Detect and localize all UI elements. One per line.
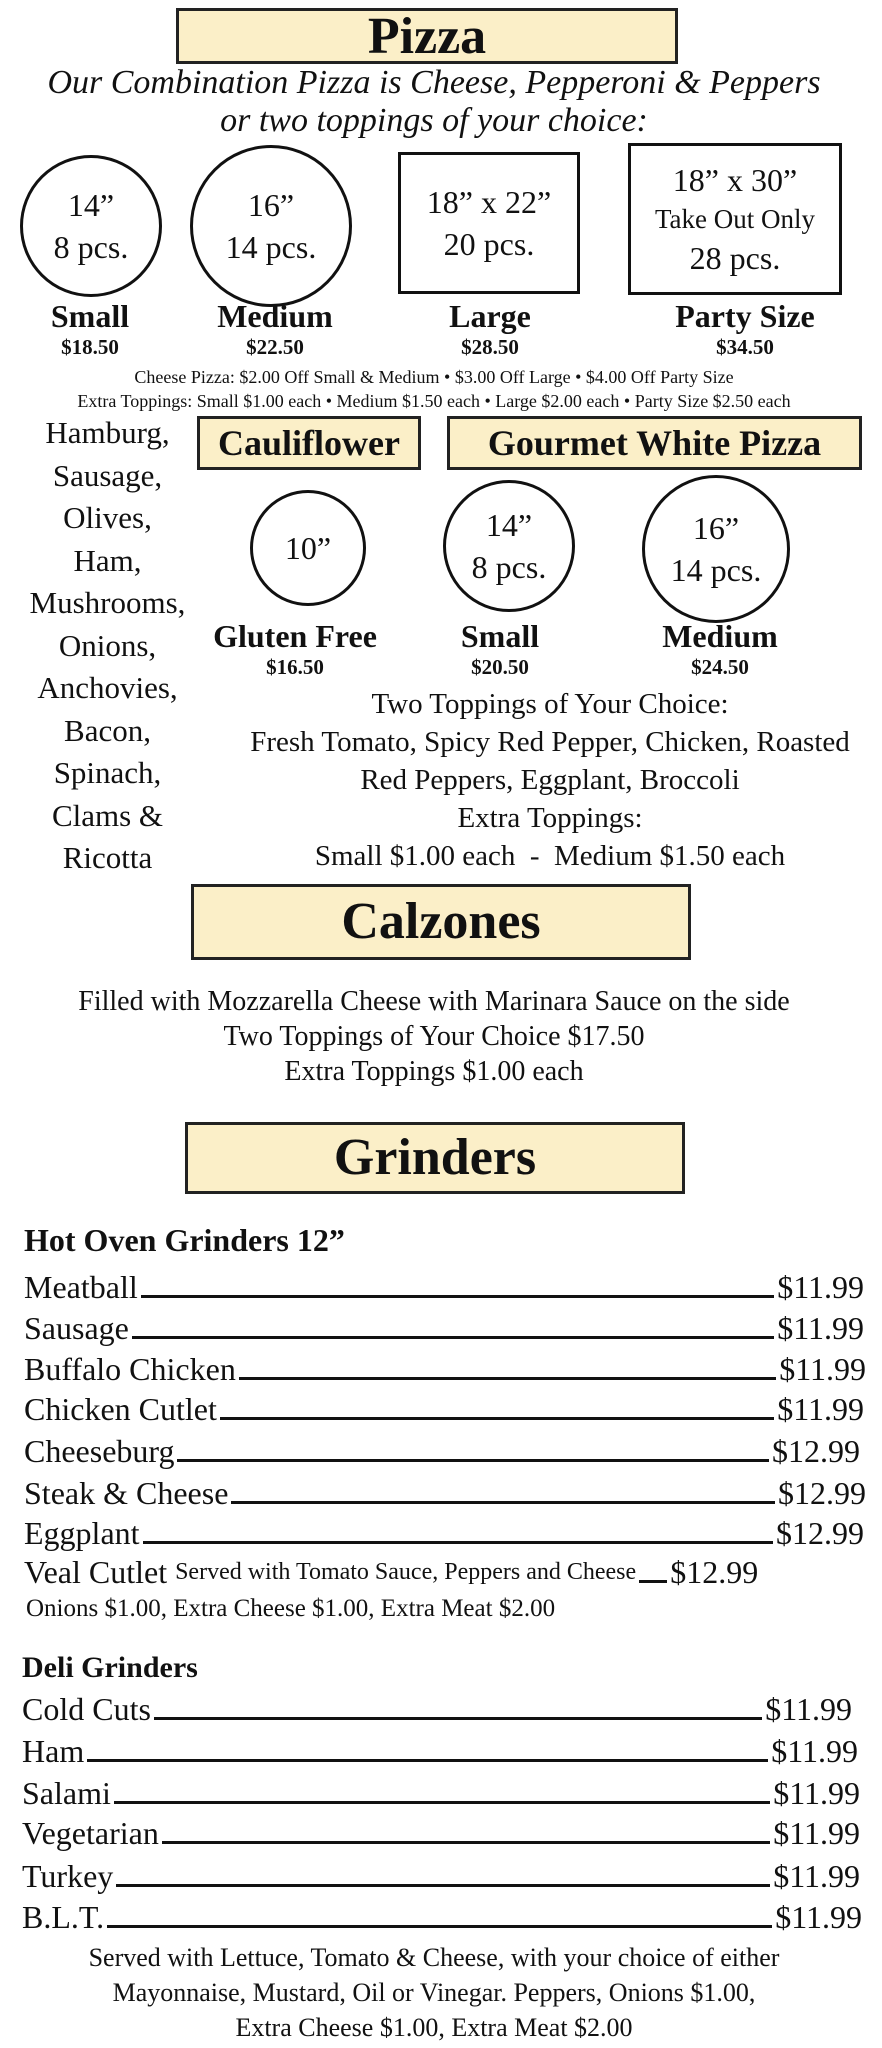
small-name: Small xyxy=(50,298,130,334)
party-dim: 18” x 30” xyxy=(672,162,798,198)
deli-note-line1: Served with Lettuce, Tomato & Cheese, with your choice of either xyxy=(88,1943,780,1972)
pizza-title: Pizza xyxy=(367,8,487,65)
cauliflower-dim: 10” xyxy=(284,530,332,566)
dot-leader xyxy=(114,1801,770,1804)
cauliflower-circle xyxy=(250,490,366,606)
calzones-line2: Two Toppings of Your Choice $17.50 xyxy=(223,1021,645,1052)
item-name: Ham xyxy=(22,1733,85,1769)
party-price: $34.50 xyxy=(716,335,774,359)
topping-item: Clams & xyxy=(51,797,164,833)
calzones-title: Calzones xyxy=(341,893,541,950)
hot-grinders-extras: Onions $1.00, Extra Cheese $1.00, Extra Meat $2.00 xyxy=(26,1595,556,1622)
topping-item: Sausage, xyxy=(52,457,163,493)
gourmet-toppings-line2: Red Peppers, Eggplant, Broccoli xyxy=(360,764,740,796)
item-name: Steak & Cheese xyxy=(24,1475,229,1511)
dot-leader xyxy=(220,1417,774,1420)
cauliflower-label xyxy=(200,618,390,680)
dot-leader xyxy=(107,1925,772,1928)
gourmet-medium-label xyxy=(630,618,810,680)
medium-pcs: 14 pcs. xyxy=(225,229,317,265)
item-price: $12.99 xyxy=(776,1515,864,1551)
topping-item: Mushrooms, xyxy=(29,585,186,620)
menu-item-row xyxy=(24,1514,864,1552)
gourmet-toppings-head: Two Toppings of Your Choice: xyxy=(371,688,729,720)
gourmet-extra-line: Small $1.00 each - Medium $1.50 each xyxy=(314,840,786,872)
topping-item: Onions, xyxy=(58,627,157,663)
item-name: Salami xyxy=(22,1775,111,1811)
item-price: $11.99 xyxy=(771,1733,858,1769)
item-description: Served with Tomato Sauce, Peppers and Cheese xyxy=(175,1559,637,1585)
small-pcs: 8 pcs. xyxy=(53,229,129,265)
item-name: Meatball xyxy=(24,1269,138,1305)
topping-item: Spinach, xyxy=(53,755,162,790)
calzones-line1: Filled with Mozzarella Cheese with Marinara Sauce on the side xyxy=(78,986,790,1017)
menu-item-row xyxy=(24,1309,864,1347)
gourmet-small-dim: 14” xyxy=(485,507,533,543)
topping-item: Ricotta xyxy=(62,840,153,875)
topping-item: Anchovies, xyxy=(37,670,178,705)
medium-size-label xyxy=(180,298,370,360)
menu-item-row xyxy=(22,1814,860,1852)
menu-item-row xyxy=(24,1268,864,1306)
topping-item: Bacon, xyxy=(64,712,151,748)
gourmet-small-name: Small xyxy=(460,618,540,654)
menu-item-row xyxy=(22,1774,860,1812)
gourmet-small-label xyxy=(420,618,580,680)
gluten-free-price: $16.50 xyxy=(266,655,324,679)
gourmet-title: Gourmet White Pizza xyxy=(487,423,822,463)
topping-item: Ham, xyxy=(73,542,142,578)
large-dim: 18” x 22” xyxy=(426,184,552,220)
large-price: $28.50 xyxy=(461,335,519,359)
deli-grinders-note xyxy=(0,1940,868,2045)
large-pcs: 20 pcs. xyxy=(443,226,535,262)
party-size-label xyxy=(640,298,850,360)
dot-leader xyxy=(154,1717,762,1720)
gourmet-small-circle xyxy=(443,480,575,612)
small-size-label xyxy=(0,298,180,360)
pizza-title-banner xyxy=(176,8,678,64)
topping-item: Olives, xyxy=(63,500,152,535)
item-price: $11.99 xyxy=(775,1899,862,1935)
item-price: $11.99 xyxy=(765,1691,852,1727)
dot-leader xyxy=(87,1759,768,1762)
deli-note-line3: Extra Cheese $1.00, Extra Meat $2.00 xyxy=(235,2013,633,2042)
gourmet-medium-circle xyxy=(642,475,790,623)
gourmet-extra-head: Extra Toppings: xyxy=(457,802,643,834)
cheese-pizza-note: Cheese Pizza: $2.00 Off Small & Medium • $3.00 Off Large • $4.00 Off Party Size xyxy=(134,367,734,387)
pizza-subtitle-line1: Our Combination Pizza is Cheese, Pepperoni & Peppers xyxy=(47,64,821,101)
item-price: $11.99 xyxy=(777,1269,864,1305)
menu-item-row xyxy=(24,1432,860,1470)
deli-note-line2: Mayonnaise, Mustard, Oil or Vinegar. Peppers, Onions $1.00, xyxy=(112,1978,756,2007)
item-price: $11.99 xyxy=(777,1391,864,1427)
item-price: $11.99 xyxy=(777,1310,864,1346)
cauliflower-banner xyxy=(197,416,421,470)
item-name: Buffalo Chicken xyxy=(24,1351,236,1387)
menu-item-row xyxy=(22,1732,858,1770)
large-name: Large xyxy=(449,298,531,334)
large-size-label xyxy=(395,298,585,360)
cauliflower-title: Cauliflower xyxy=(218,423,400,463)
item-name: Chicken Cutlet xyxy=(24,1391,217,1427)
item-name: B.L.T. xyxy=(22,1899,105,1935)
extra-toppings-note: Extra Toppings: Small $1.00 each • Medium $1.50 each • Large $2.00 each • Party Size $2.50 each xyxy=(77,391,791,411)
medium-dim: 16” xyxy=(247,187,295,223)
gourmet-medium-pcs: 14 pcs. xyxy=(670,552,762,588)
small-size-circle xyxy=(20,155,162,297)
gourmet-small-price: $20.50 xyxy=(471,655,529,679)
dot-leader xyxy=(231,1501,775,1504)
menu-item-row xyxy=(22,1898,862,1936)
dot-leader xyxy=(132,1336,774,1339)
grinders-title: Grinders xyxy=(333,1129,537,1186)
gourmet-medium-name: Medium xyxy=(662,618,778,654)
dot-leader xyxy=(162,1841,770,1844)
item-price: $12.99 xyxy=(670,1554,759,1590)
party-name: Party Size xyxy=(675,298,815,334)
dot-leader xyxy=(116,1884,770,1887)
gourmet-banner xyxy=(447,416,862,470)
small-dim: 14” xyxy=(67,187,115,223)
item-name: Vegetarian xyxy=(22,1815,159,1851)
pizza-subtitle xyxy=(0,64,868,140)
menu-item-row xyxy=(24,1390,864,1428)
gourmet-medium-dim: 16” xyxy=(692,510,740,546)
medium-name: Medium xyxy=(217,298,333,334)
menu-item-row xyxy=(22,1857,860,1895)
grinders-banner xyxy=(185,1122,685,1194)
item-name: Cold Cuts xyxy=(22,1691,151,1727)
gourmet-small-pcs: 8 pcs. xyxy=(471,549,547,585)
party-size-rect xyxy=(628,143,842,295)
toppings-list xyxy=(0,412,215,880)
item-name: Eggplant xyxy=(24,1515,140,1551)
dot-leader xyxy=(141,1295,774,1298)
item-price: $11.99 xyxy=(773,1815,860,1851)
party-note: Take Out Only xyxy=(654,204,816,234)
hot-grinders-heading: Hot Oven Grinders 12” xyxy=(24,1222,345,1258)
calzones-banner xyxy=(191,884,691,960)
party-pcs: 28 pcs. xyxy=(689,240,781,276)
item-price: $12.99 xyxy=(778,1475,866,1511)
dot-leader xyxy=(639,1580,667,1583)
item-name: Sausage xyxy=(24,1310,129,1346)
gourmet-medium-price: $24.50 xyxy=(691,655,749,679)
menu-item-row xyxy=(22,1690,852,1728)
item-name: Veal Cutlet xyxy=(24,1554,168,1590)
dot-leader xyxy=(177,1459,769,1462)
medium-size-circle xyxy=(190,145,352,307)
topping-item: Hamburg, xyxy=(45,415,170,450)
gourmet-toppings-info xyxy=(230,685,870,875)
dot-leader xyxy=(143,1541,773,1544)
deli-grinders-heading: Deli Grinders xyxy=(22,1651,198,1684)
large-size-rect xyxy=(398,152,580,294)
menu-item-row xyxy=(24,1553,864,1591)
calzones-line3: Extra Toppings $1.00 each xyxy=(284,1056,584,1087)
medium-price: $22.50 xyxy=(246,335,304,359)
calzones-description xyxy=(0,984,868,1089)
item-name: Cheeseburg xyxy=(24,1433,175,1469)
item-price: $12.99 xyxy=(772,1433,860,1469)
pizza-subtitle-line2: or two toppings of your choice: xyxy=(220,102,648,139)
item-price: $11.99 xyxy=(779,1351,866,1387)
menu-item-row xyxy=(24,1474,866,1512)
item-price: $11.99 xyxy=(773,1858,860,1894)
menu-item-row xyxy=(24,1350,866,1388)
small-price: $18.50 xyxy=(61,335,119,359)
item-name: Turkey xyxy=(22,1858,114,1894)
item-price: $11.99 xyxy=(773,1775,860,1811)
gluten-free-name: Gluten Free xyxy=(213,618,377,654)
dot-leader xyxy=(239,1377,776,1380)
gourmet-toppings-line1: Fresh Tomato, Spicy Red Pepper, Chicken, Roasted xyxy=(250,726,850,758)
